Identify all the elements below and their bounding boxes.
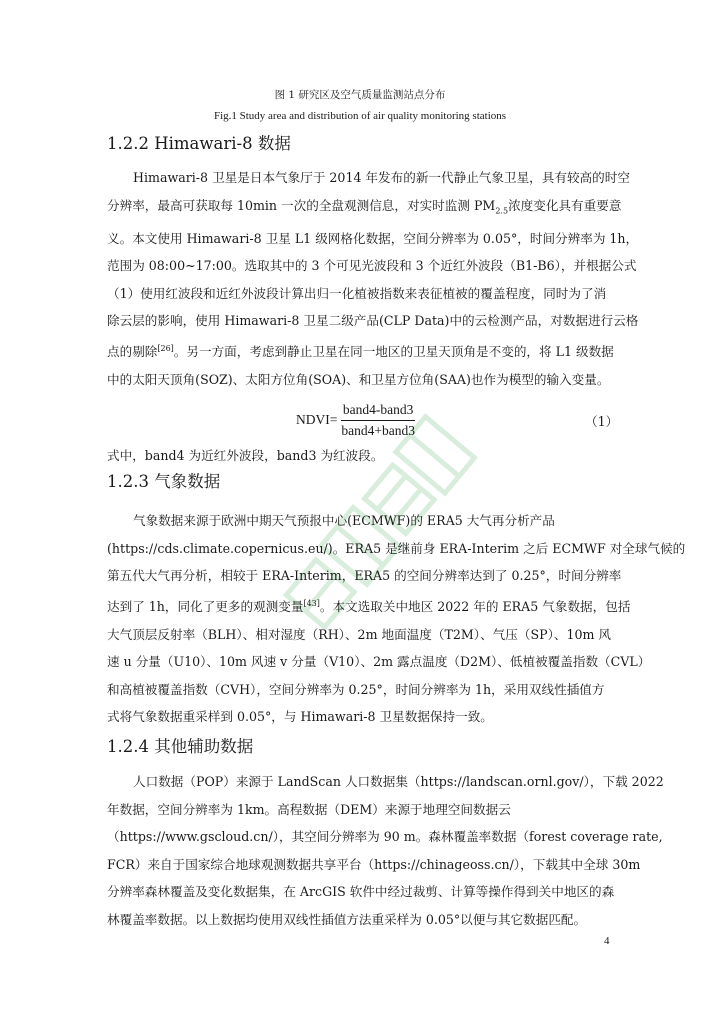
formula-lhs: NDVI= [296,412,338,427]
paragraph-line: 第五代大气再分析，相较于 ERA-Interim，ERA5 的空间分辨率达到了 0.25°，时间分辨率 [107,568,622,584]
paragraph-line: 除云层的影响，使用 Himawari-8 卫星二级产品(CLP Data)中的云检测产品，对数据进行云格 [107,313,639,329]
paragraph-meteorological [107,507,686,731]
section-heading-auxiliary: 1.2.4 其他辅助数据 [107,737,254,756]
formula-numerator: band4-band3 [341,402,415,421]
paragraph-line: （1）使用红波段和近红外波段计算出归一化植被指数来表征植被的覆盖程度，同时为了消 [107,285,607,301]
paragraph-himawari [107,164,639,393]
figure-caption-chinese: 图 1 研究区及空气质量监测站点分布 [274,89,446,101]
formula-explanation [107,442,612,470]
paragraph-line: 式中，band4 为近红外波段，band3 为红波段。 [107,448,384,463]
paragraph-line: 中的太阳天顶角(SOZ)、太阳方位角(SOA)、和卫星方位角(SAA)也作为模型的输入变量。 [107,371,610,387]
figure-caption-english: Fig.1 Study area and distribution of air quality monitoring stations [213,110,507,122]
ndvi-formula [296,402,417,438]
paragraph-line: 和高植被覆盖指数（CVH），空间分辨率为 0.25°，时间分辨率为 1h，采用双线性插值方 [107,681,605,697]
paragraph-line: 速 u 分量（U10）、10m 风速 v 分量（V10）、2m 露点温度（D2M）、低植被覆盖指数（CVL） [107,654,651,670]
page-number: 4 [604,935,610,947]
formula-denominator: band4+band3 [341,422,415,438]
citation-26: [26] [157,344,174,354]
paragraph-line: 范围为 08:00~17:00。选取其中的 3 个可见光波段和 3 个近红外波段（B1-B6），并根据公式 [107,258,637,274]
paragraph-line: FCR）来自于国家综合地球观测数据共享平台（https://chinageoss.cn/），下载其中全球 30m [107,856,641,872]
paragraph-line: 达到了 1h，同化了更多的观测变量[43]。本文选取关中地区 2022 年的 ERA5 气象数据，包括 [107,598,631,614]
paragraph-line: （https://www.gscloud.cn/），其空间分辨率为 90 m。森林覆盖率数据（forest coverage rate, [107,829,663,845]
paragraph-line: Himawari-8 卫星是日本气象厅于 2014 年发布的新一代静止气象卫星，具有较高的时空 [133,170,630,185]
paragraph-line: 林覆盖率数据。以上数据均使用双线性插值方法重采样为 0.05°以便与其它数据匹配。 [107,911,587,927]
paragraph-line: (https://cds.climate.copernicus.eu/)。ERA5 是继前身 ERA-Interim 之后 ECMWF 对全球气候的 [107,540,686,556]
paragraph-line: 分辨率，最高可获取每 10min 一次的全盘观测信息，对实时监测 $PM_{2.5}$浓度变化具有重要意 [107,197,622,216]
paragraph-line: 式将气象数据重采样到 0.05°，与 Himawari-8 卫星数据保持一致。 [107,709,493,725]
section-heading-meteorological: 1.2.3 气象数据 [107,472,221,491]
paragraph-line: 大气顶层反射率（BLH）、相对湿度（RH）、2m 地面温度（T2M）、气压（SP）、10m 风 [107,626,612,642]
paragraph-line: 点的剔除[26]。另一方面，考虑到静止卫星在同一地区的卫星天顶角是不变的，将 L1 级数据 [107,344,614,360]
paragraph-line: 义。本文使用 Himawari-8 卫星 L1 级网格化数据，空间分辨率为 0.05°，时间分辨率为 1h， [107,230,639,246]
equation-number: （1） [585,414,619,429]
paragraph-line: 年数据，空间分辨率为 1km。高程数据（DEM）来源于地理空间数据云 [107,801,511,817]
paragraph-auxiliary [107,768,664,934]
section-heading-himawari: 1.2.2 Himawari-8 数据 [107,134,291,153]
paragraph-line: 分辨率森林覆盖及变化数据集，在 ArcGIS 软件中经过裁剪、计算等操作得到关中地区的森 [107,884,615,900]
paragraph-line: 人口数据（POP）来源于 LandScan 人口数据集（https://landscan.ornl.gov/），下载 2022 [133,774,664,789]
pm-subscript: 2.5 [495,206,509,216]
paragraph-line: 气象数据来源于欧洲中期天气预报中心(ECMWF)的 ERA5 大气再分析产品 [133,513,555,528]
formula-fraction [339,402,417,439]
citation-43: [43] [303,598,320,608]
